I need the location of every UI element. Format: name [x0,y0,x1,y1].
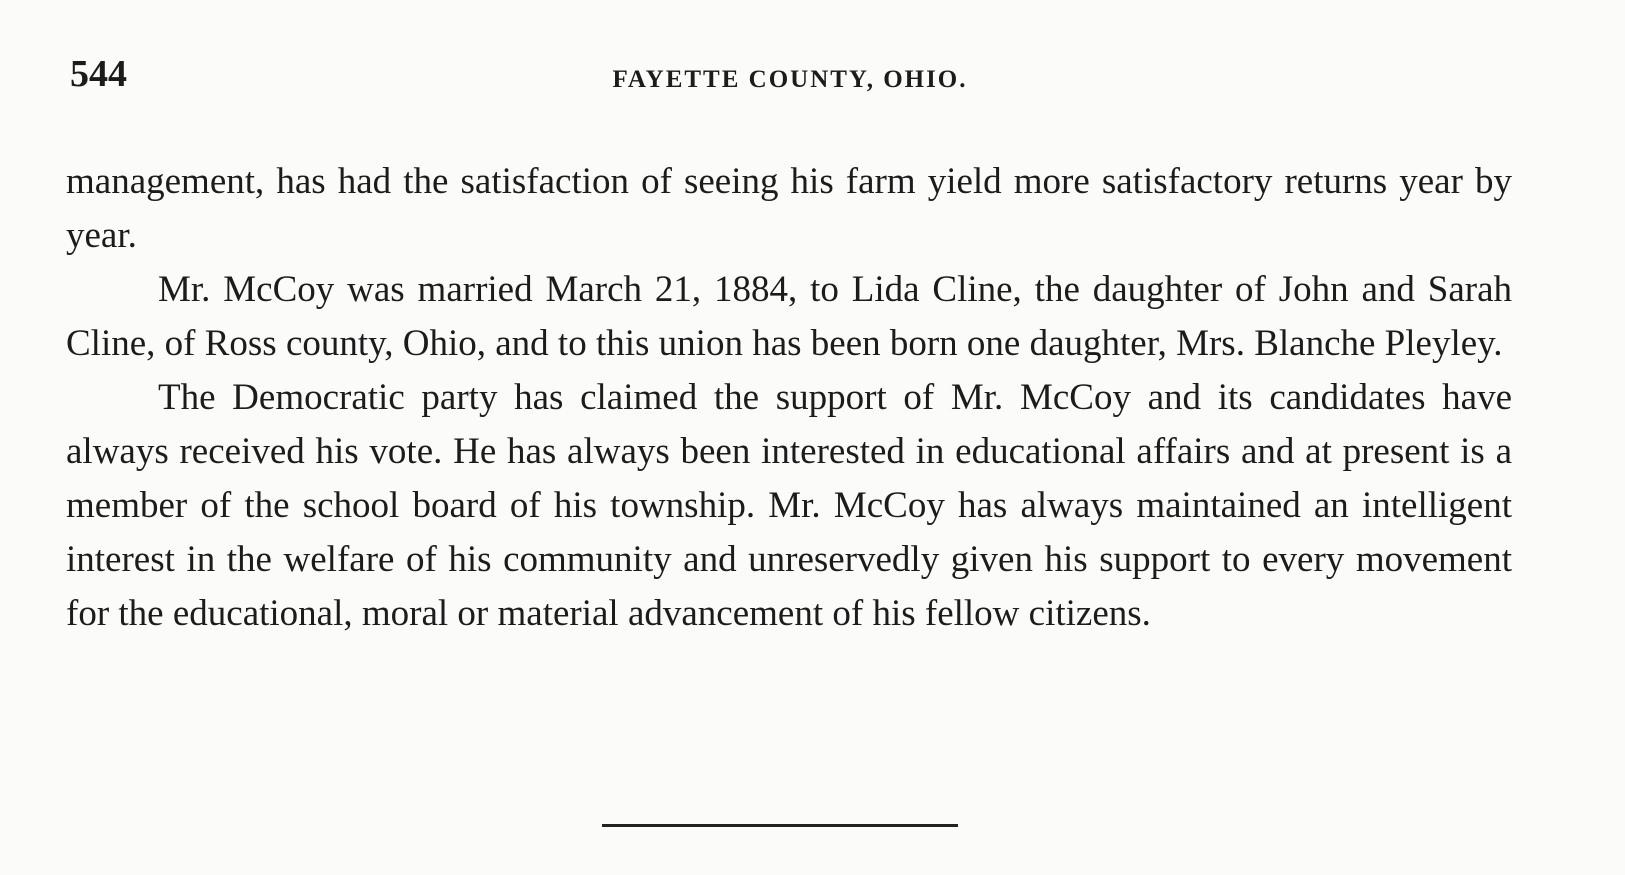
paragraph-marriage: Mr. McCoy was married March 21, 1884, to Lida Cline, the daughter of John and Sarah Cline, of Ross county, Ohio, and to this union has been born one daughter, Mrs. Blanche Pleyley. [66,269,1512,364]
section-end-rule [602,824,958,827]
running-title: FAYETTE COUNTY, OHIO. [612,66,968,93]
paragraph-continuation: management, has had the satisfaction of seeing his farm yield more satisfactory returns year by year. [66,161,1512,256]
body-text [66,155,1512,641]
page-number: 544 [70,53,127,95]
paragraph-politics: The Democratic party has claimed the support of Mr. McCoy and its candidates have always received his vote. He has always been interested in educational affairs and at present is a member of the school board of his township. Mr. McCoy has always maintained an intelligent interest in the welfare of his community and unreservedly given his support to every movement for the educational, moral or material advancement of his fellow citizens. [66,377,1512,634]
running-head [70,52,1510,102]
